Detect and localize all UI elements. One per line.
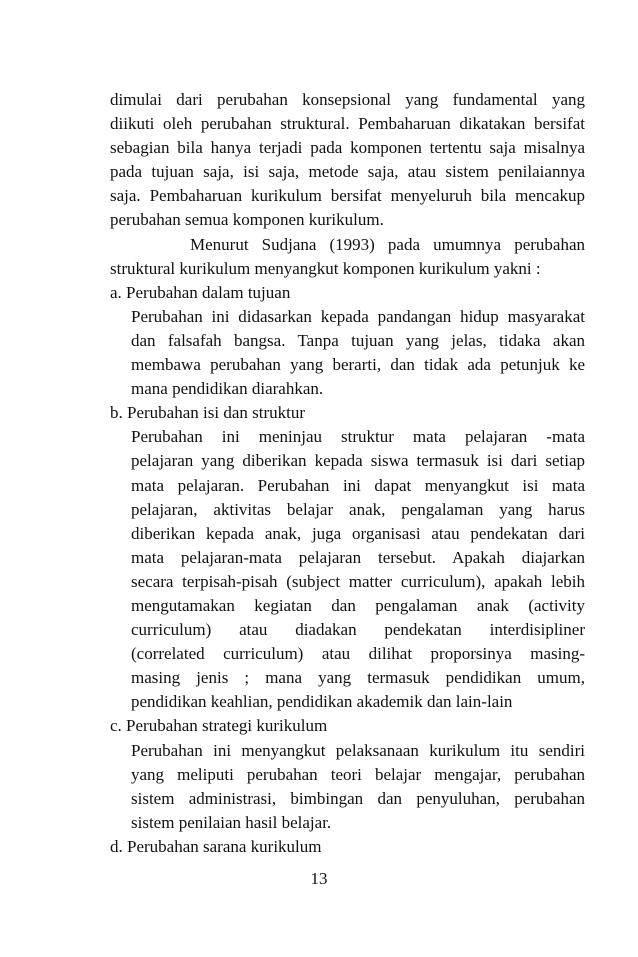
section-heading: b. Perubahan isi dan struktur xyxy=(110,403,305,423)
text-line: secara terpisah-pisah (subject matter curriculum), apakah lebih xyxy=(131,571,585,591)
section-a xyxy=(110,281,585,401)
text-line: pelajaran yang diberikan kepada siswa termasuk isi dari setiap xyxy=(131,451,585,471)
text-line: pada tujuan saja, isi saja, metode saja, atau sistem penilaiannya xyxy=(110,162,585,182)
text-line: curriculum) atau diadakan pendekatan interdisipliner xyxy=(131,620,585,640)
text-line: struktural kurikulum menyangkut komponen kurikulum yakni : xyxy=(110,258,541,278)
text-line: perubahan semua komponen kurikulum. xyxy=(110,210,384,230)
section-c xyxy=(110,714,585,834)
text-line: pendidikan keahlian, pendidikan akademik dan lain-lain xyxy=(131,692,513,712)
section-heading: d. Perubahan sarana kurikulum xyxy=(110,836,322,856)
section-b xyxy=(110,401,585,714)
text-line: diikuti oleh perubahan struktural. Pembaharuan dikatakan bersifat xyxy=(110,114,585,134)
text-line: Perubahan ini menyangkut pelaksanaan kurikulum itu sendiri xyxy=(131,740,585,760)
text-line: sistem penilaian hasil belajar. xyxy=(131,812,332,832)
text-line: yang meliputi perubahan teori belajar mengajar, perubahan xyxy=(131,764,585,784)
text-line: mata pelajaran. Perubahan ini dapat menyangkut isi mata xyxy=(131,475,585,495)
text-line: Menurut Sudjana (1993) pada umumnya perubahan xyxy=(190,234,585,254)
text-line: sebagian bila hanya terjadi pada komponen tertentu saja misalnya xyxy=(110,138,585,158)
text-line: mengutamakan kegiatan dan pengalaman anak (activity xyxy=(131,595,585,615)
text-line: sistem administrasi, bimbingan dan penyuluhan, perubahan xyxy=(131,788,585,808)
page-number: 13 xyxy=(310,869,328,888)
text-line: mata pelajaran-mata pelajaran tersebut. Apakah diajarkan xyxy=(131,547,585,567)
section-d xyxy=(110,835,585,859)
text-line: Perubahan ini didasarkan kepada pandangan hidup masyarakat xyxy=(131,306,585,326)
text-line: masing jenis ; mana yang termasuk pendidikan umum, xyxy=(131,668,585,688)
text-line: (correlated curriculum) atau dilihat proporsinya masing- xyxy=(131,644,585,664)
sudjana-paragraph xyxy=(110,233,585,281)
section-heading: c. Perubahan strategi kurikulum xyxy=(110,716,328,736)
text-line: diberikan kepada anak, juga organisasi atau pendekatan dari xyxy=(131,523,585,543)
section-heading: a. Perubahan dalam tujuan xyxy=(110,282,291,302)
intro-paragraph xyxy=(110,88,585,233)
text-line: membawa perubahan yang berarti, dan tidak ada petunjuk ke xyxy=(131,355,585,375)
text-line: dan falsafah bangsa. Tanpa tujuan yang jelas, tidaka akan xyxy=(131,330,585,350)
document-page xyxy=(110,88,585,859)
text-line: mana pendidikan diarahkan. xyxy=(131,379,324,399)
text-line: dimulai dari perubahan konsepsional yang fundamental yang xyxy=(110,90,585,109)
text-line: Perubahan ini meninjau struktur mata pelajaran -mata xyxy=(131,427,585,447)
text-line: pelajaran, aktivitas belajar anak, pengalaman yang harus xyxy=(131,499,585,519)
text-line: saja. Pembaharuan kurikulum bersifat menyeluruh bila mencakup xyxy=(110,186,585,206)
